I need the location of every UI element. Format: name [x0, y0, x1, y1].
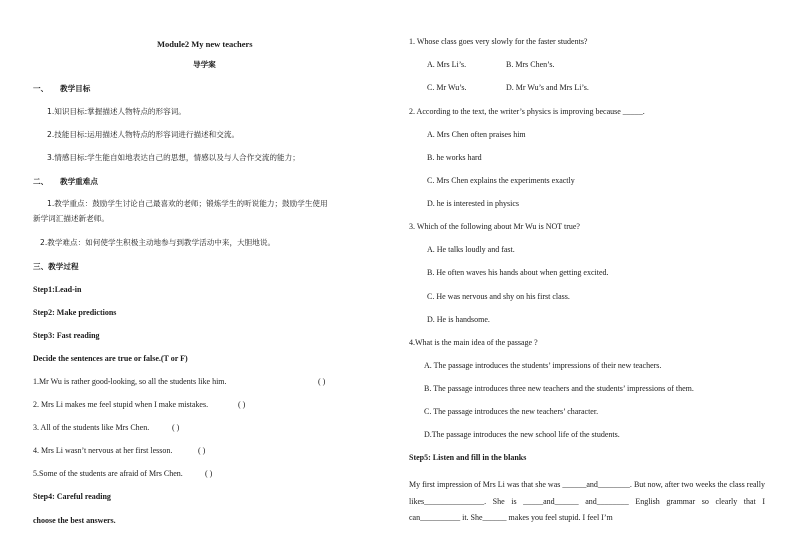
document-subtitle: 导学案 — [193, 60, 216, 69]
q2-option-c[interactable]: C. Mrs Chen explains the experiments exactly — [427, 176, 575, 185]
q2-option-a[interactable]: A. Mrs Chen often praises him — [427, 130, 526, 139]
q4-option-c[interactable]: C. The passage introduces the new teachers’ character. — [424, 407, 599, 416]
section-3-title: 三、教学过程 — [33, 262, 79, 271]
question-3: 3. Which of the following about Mr Wu is NOT true? — [409, 222, 580, 231]
tf-instruction: Decide the sentences are true or false.(T or F) — [33, 354, 188, 363]
q1-option-c[interactable]: C. Mr Wu’s. — [427, 83, 467, 92]
q2-option-b[interactable]: B. he works hard — [427, 153, 482, 162]
tf-blank-2[interactable]: ( ) — [238, 400, 246, 409]
section-2-title: 教学重难点 — [60, 177, 98, 186]
key-point-line-1: 1.教学重点：鼓励学生讨论自己最喜欢的老师；锻炼学生的听说能力；鼓励学生使用 — [47, 199, 328, 208]
q1-option-b[interactable]: B. Mrs Chen’s. — [506, 60, 555, 69]
tf-blank-3[interactable]: ( ) — [172, 423, 180, 432]
key-point-line-2: 新学词汇描述新老师。 — [33, 214, 109, 223]
step-4: Step4: Careful reading — [33, 492, 111, 501]
tf-item-3: 3. All of the students like Mrs Chen. — [33, 423, 150, 432]
section-1-number: 一、 — [33, 84, 49, 93]
document-title: Module2 My new teachers — [157, 39, 253, 49]
step-3: Step3: Fast reading — [33, 331, 100, 340]
tf-item-4: 4. Mrs Li wasn’t nervous at her first lesson. — [33, 446, 173, 455]
difficult-point: 2.教学难点：如何使学生积极主动地参与到教学活动中来，大胆地说。 — [40, 238, 276, 247]
tf-item-5: 5.Some of the students are afraid of Mrs Chen. — [33, 469, 183, 478]
choose-instruction: choose the best answers. — [33, 516, 116, 525]
q1-option-a[interactable]: A. Mrs Li’s. — [427, 60, 467, 69]
q3-option-a[interactable]: A. He talks loudly and fast. — [427, 245, 515, 254]
question-2: 2. According to the text, the writer’s physics is improving because _____. — [409, 107, 645, 116]
section-1-title: 教学目标 — [60, 84, 91, 93]
question-1: 1. Whose class goes very slowly for the faster students? — [409, 37, 588, 46]
question-4: 4.What is the main idea of the passage ? — [409, 338, 538, 347]
tf-blank-5[interactable]: ( ) — [205, 469, 213, 478]
q3-option-c[interactable]: C. He was nervous and shy on his first class. — [427, 292, 570, 301]
section-2-number: 二、 — [33, 177, 49, 186]
step-2: Step2: Make predictions — [33, 308, 117, 317]
q4-option-a[interactable]: A. The passage introduces the students’ impressions of their new teachers. — [424, 361, 662, 370]
tf-blank-1[interactable]: ( ) — [318, 377, 326, 386]
q3-option-d[interactable]: D. He is handsome. — [427, 315, 490, 324]
q2-option-d[interactable]: D. he is interested in physics — [427, 199, 519, 208]
tf-blank-4[interactable]: ( ) — [198, 446, 206, 455]
q1-option-d[interactable]: D. Mr Wu’s and Mrs Li’s. — [506, 83, 589, 92]
q4-option-b[interactable]: B. The passage introduces three new teachers and the students’ impressions of them. — [424, 384, 694, 393]
step-1: Step1:Lead-in — [33, 285, 82, 294]
goal-3: 3.情感目标:学生能自如地表达自己的思想，情感以及与人合作交流的能力； — [47, 153, 300, 162]
goal-1: 1.知识目标:掌握描述人物特点的形容词。 — [47, 107, 186, 116]
step-5: Step5: Listen and fill in the blanks — [409, 453, 527, 462]
tf-item-2: 2. Mrs Li makes me feel stupid when I make mistakes. — [33, 400, 209, 409]
q4-option-d[interactable]: D.The passage introduces the new school life of the students. — [424, 430, 620, 439]
fill-in-passage: My first impression of Mrs Li was that she was ______and________. But now, after two weeks the class really likes_______________. She is _____and______ and________ English grammar so clearly that I can__________ it. She______ makes you feel stupid. I feel I’m — [409, 480, 765, 522]
q3-option-b[interactable]: B. He often waves his hands about when getting excited. — [427, 268, 609, 277]
goal-2: 2.技能目标:运用描述人物特点的形容词进行描述和交流。 — [47, 130, 240, 139]
tf-item-1: 1.Mr Wu is rather good-looking, so all the students like him. — [33, 377, 227, 386]
